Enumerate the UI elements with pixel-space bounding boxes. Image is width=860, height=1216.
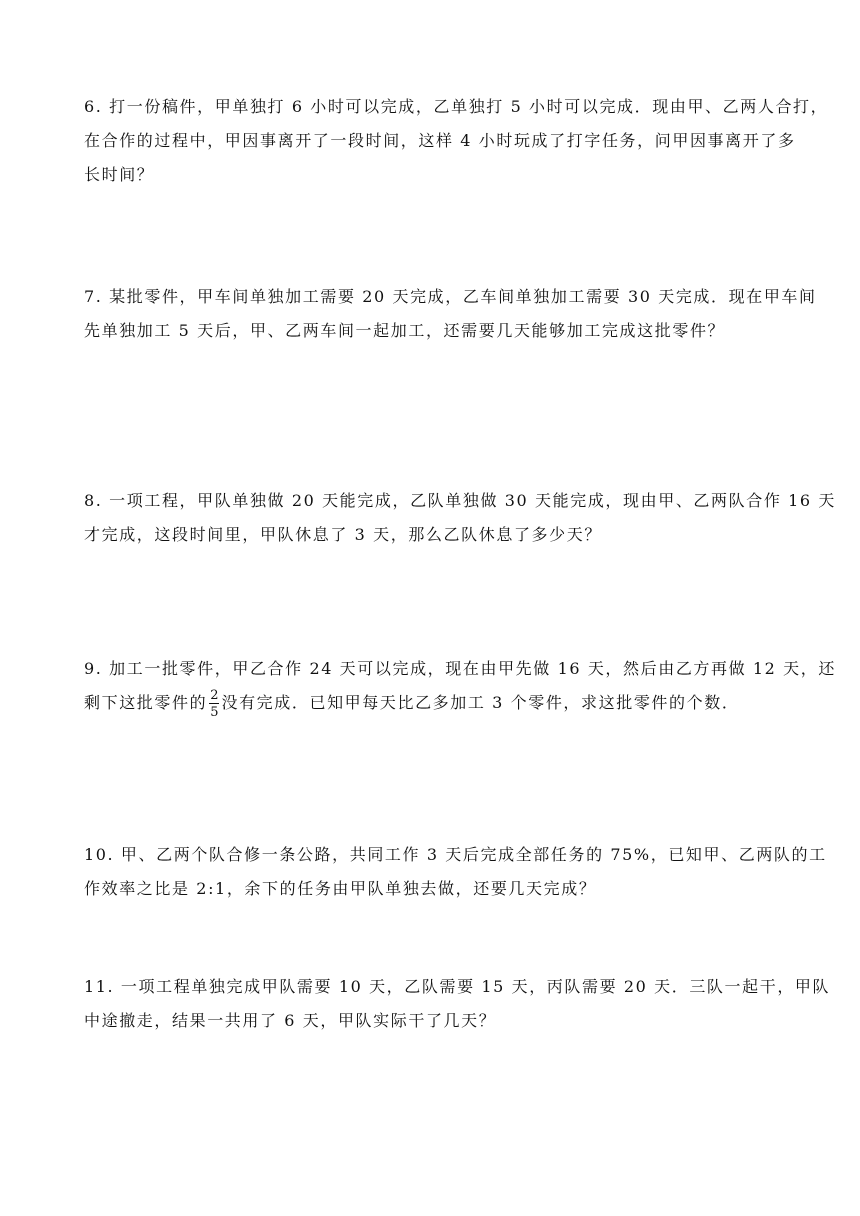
problem-10-line-1: 10. 甲、乙两个队合修一条公路，共同工作 3 天后完成全部任务的 75%，已知甲、乙两队的工 [84, 845, 827, 864]
problem-6 [84, 90, 829, 192]
fraction-numerator: 2 [210, 687, 219, 703]
problem-9-line-1: 9. 加工一批零件，甲乙合作 24 天可以完成，现在由甲先做 16 天，然后由乙方再做 12 天，还 [84, 659, 836, 678]
fraction [209, 689, 219, 719]
problem-11-line-1: 11. 一项工程单独完成甲队需要 10 天，乙队需要 15 天，丙队需要 20 天．三队一起干，甲队 [84, 977, 831, 996]
problem-9-line-2-after: 没有完成．已知甲每天比乙多加工 3 个零件，求这批零件的个数． [221, 693, 740, 712]
problem-8-line-2: 才完成，这段时间里，甲队休息了 3 天，那么乙队休息了多少天？ [84, 525, 602, 544]
problem-10 [84, 838, 827, 906]
problem-8-line-1: 8. 一项工程，甲队单独做 20 天能完成，乙队单独做 30 天能完成，现由甲、乙两队合作 16 天 [84, 491, 836, 510]
problem-7-line-1: 7. 某批零件，甲车间单独加工需要 20 天完成，乙车间单独加工需要 30 天完成．现在甲车间 [84, 287, 817, 306]
problem-9-line-2 [84, 686, 778, 720]
problem-8 [84, 484, 836, 552]
problem-9-line-2-before: 剩下这批零件的 [84, 693, 208, 712]
problem-6-line-1: 6. 打一份稿件，甲单独打 6 小时可以完成，乙单独打 5 小时可以完成．现由甲、乙两人合打， [84, 97, 829, 116]
problem-11 [84, 970, 831, 1038]
problem-9 [84, 652, 836, 720]
problem-7-line-2: 先单独加工 5 天后，甲、乙两车间一起加工，还需要几天能够加工完成这批零件？ [84, 321, 726, 340]
problem-6-line-3: 长时间？ [84, 165, 155, 184]
fraction-denominator: 5 [210, 704, 219, 720]
problem-7 [84, 280, 817, 348]
problem-10-line-2: 作效率之比是 2:1，余下的任务由甲队单独去做，还要几天完成？ [84, 879, 597, 898]
problem-6-line-2: 在合作的过程中，甲因事离开了一段时间，这样 4 小时玩成了打字任务，问甲因事离开了多 [84, 131, 796, 150]
problem-11-line-2: 中途撤走，结果一共用了 6 天，甲队实际干了几天？ [84, 1011, 497, 1030]
